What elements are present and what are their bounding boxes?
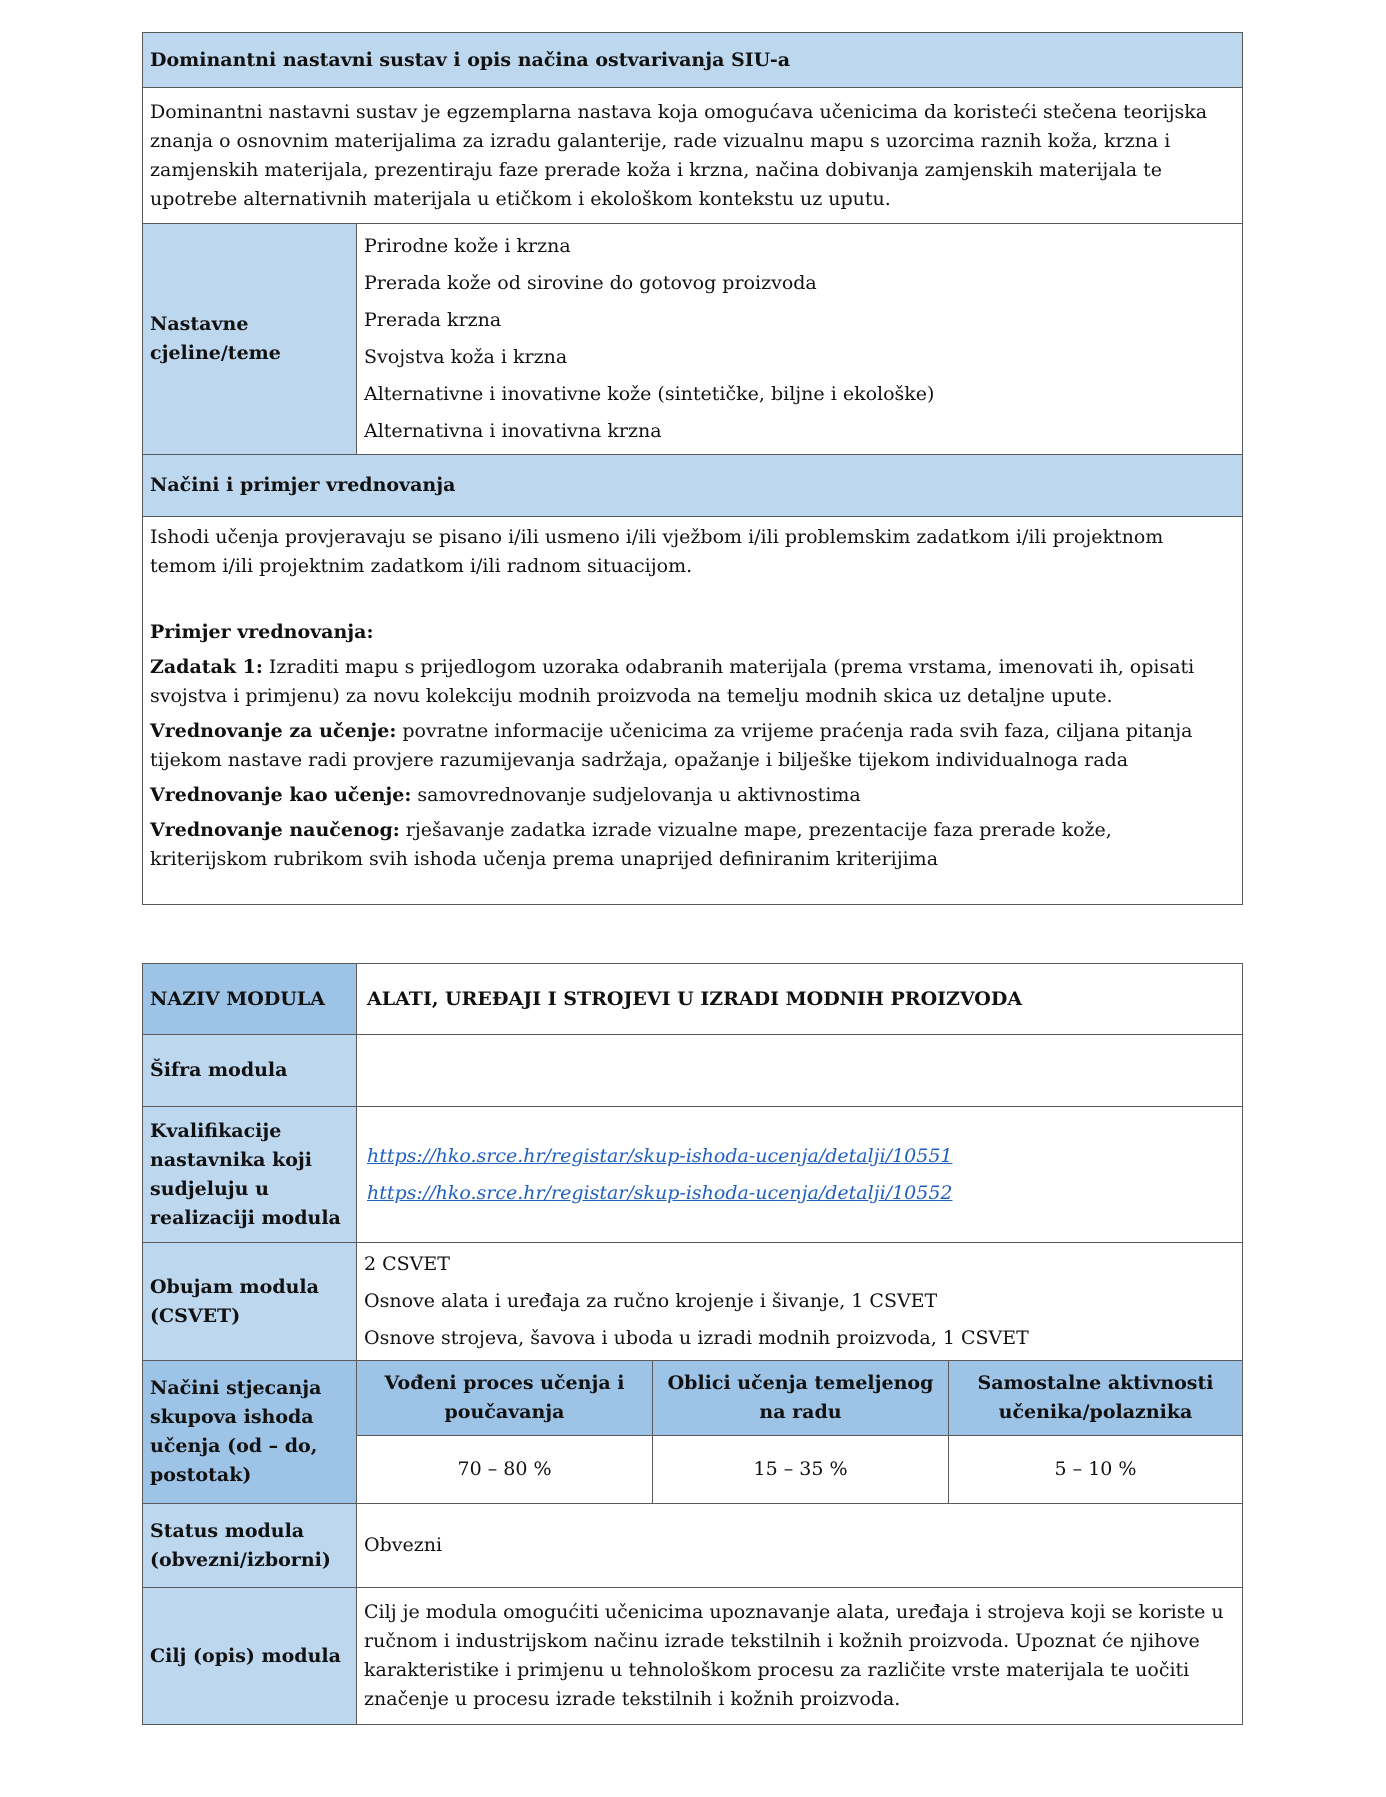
item-label: Vrednovanje naučenog:: [150, 819, 400, 841]
acquisition-value-guided: 70 – 80 %: [357, 1436, 653, 1504]
acquisition-header-workbased: Oblici učenja temeljenog na radu: [653, 1361, 949, 1436]
teaching-system-table: [142, 32, 1243, 905]
module-table: [142, 963, 1243, 1725]
qualifications-links: [357, 1107, 1243, 1243]
system-header: Dominantni nastavni sustav i opis načina ostvarivanja SIU-a: [143, 33, 1243, 88]
goal-label: Cilj (opis) modula: [143, 1588, 357, 1725]
evaluation-intro: Ishodi učenja provjeravaju se pisano i/ili usmeno i/ili vježbom i/ili problemskim zadatkom i/ili projektnom temom i/ili projektnim zadatkom i/ili radnom situacijom.: [150, 526, 1164, 577]
acquisition-value-workbased: 15 – 35 %: [653, 1436, 949, 1504]
topic-item: Prerada kože od sirovine do gotovog proizvoda: [364, 272, 817, 294]
module-code-label: Šifra modula: [143, 1035, 357, 1107]
module-name-value: ALATI, UREĐAJI I STROJEVI U IZRADI MODNIH PROIZVODA: [357, 964, 1243, 1035]
topics-list: [357, 224, 1243, 455]
evaluation-item: [150, 653, 1235, 711]
goal-value: Cilj je modula omogućiti učenicima upoznavanje alata, uređaja i strojeva koji se koriste u ručnom i industrijskom načinu izrade tekstilnih i kožnih proizvoda. Upoznat će njihove karakteristike i primjenu u tehnološkom procesu za različite vrste materijala te uočiti značenje u procesu izrade tekstilnih i kožnih proizvoda.: [357, 1588, 1243, 1725]
scope-line: Osnove strojeva, šavova i uboda u izradi modnih proizvoda, 1 CSVET: [364, 1327, 1029, 1349]
item-label: Vrednovanje kao učenje:: [150, 784, 412, 806]
topic-item: Alternativna i inovativna krzna: [364, 420, 662, 442]
module-code-value: [357, 1035, 1243, 1107]
item-text: Izraditi mapu s prijedlogom uzoraka odabranih materijala (prema vrstama, imenovati ih, opisati svojstva i primjenu) za novu kolekciju modnih proizvoda na temelju modnih skica uz detaljne upute.: [150, 656, 1195, 707]
scope-line: 2 CSVET: [364, 1253, 450, 1275]
acquisition-label: Načini stjecanja skupova ishoda učenja (od – do, postotak): [143, 1361, 357, 1504]
qualification-link[interactable]: https://hko.srce.hr/registar/skup-ishoda-ucenja/detalji/10552: [367, 1181, 953, 1204]
status-value: Obvezni: [357, 1504, 1243, 1588]
scope-label: Obujam modula (CSVET): [143, 1243, 357, 1361]
scope-values: [357, 1243, 1243, 1361]
qualification-link[interactable]: https://hko.srce.hr/registar/skup-ishoda-ucenja/detalji/10551: [367, 1144, 953, 1167]
acquisition-value-independent: 5 – 10 %: [949, 1436, 1243, 1504]
evaluation-item: [150, 717, 1235, 775]
item-label: Vrednovanje za učenje:: [150, 720, 397, 742]
example-title: Primjer vrednovanja:: [150, 621, 374, 643]
scope-line: Osnove alata i uređaja za ručno krojenje i šivanje, 1 CSVET: [364, 1290, 938, 1312]
acquisition-header-guided: Vođeni proces učenja i poučavanja: [357, 1361, 653, 1436]
module-name-label: NAZIV MODULA: [143, 964, 357, 1035]
status-label: Status modula (obvezni/izborni): [143, 1504, 357, 1588]
evaluation-header: Načini i primjer vrednovanja: [143, 455, 1243, 517]
qualifications-label: Kvalifikacije nastavnika koji sudjeluju u realizaciji modula: [143, 1107, 357, 1243]
item-text: samovrednovanje sudjelovanja u aktivnostima: [411, 784, 861, 806]
item-text: rješavanje zadatka izrade vizualne mape, prezentacije faza prerade kože, kriterijskom rubrikom svih ishoda učenja prema unaprijed definiranim kriterijima: [150, 819, 1112, 870]
item-text: povratne informacije učenicima za vrijeme praćenja rada svih faza, ciljana pitanja tijekom nastave radi provjere razumijevanja sadržaja, opažanje i bilješke tijekom individualnoga rada: [150, 720, 1193, 771]
acquisition-header-independent: Samostalne aktivnosti učenika/polaznika: [949, 1361, 1243, 1436]
item-label: Zadatak 1:: [150, 656, 263, 678]
evaluation-item: [150, 781, 1235, 810]
system-description: Dominantni nastavni sustav je egzemplarna nastava koja omogućava učenicima da koristeći stečena teorijska znanja o osnovnim materijalima za izradu galanterije, rade vizualnu mapu s uzorcima raznih koža, krzna i zamjenskih materijala, prezentiraju faze prerade koža i krzna, načina dobivanja zamjenskih materijala te upotrebe alternativnih materijala u etičkom i ekološkom kontekstu uz uputu.: [143, 88, 1243, 224]
evaluation-body: [143, 517, 1243, 905]
topic-item: Prirodne kože i krzna: [364, 235, 571, 257]
topic-item: Prerada krzna: [364, 309, 502, 331]
evaluation-item: [150, 816, 1235, 874]
topics-label: Nastavne cjeline/teme: [143, 224, 357, 455]
topic-item: Svojstva koža i krzna: [364, 346, 568, 368]
topic-item: Alternativne i inovativne kože (sintetičke, biljne i ekološke): [364, 383, 935, 405]
